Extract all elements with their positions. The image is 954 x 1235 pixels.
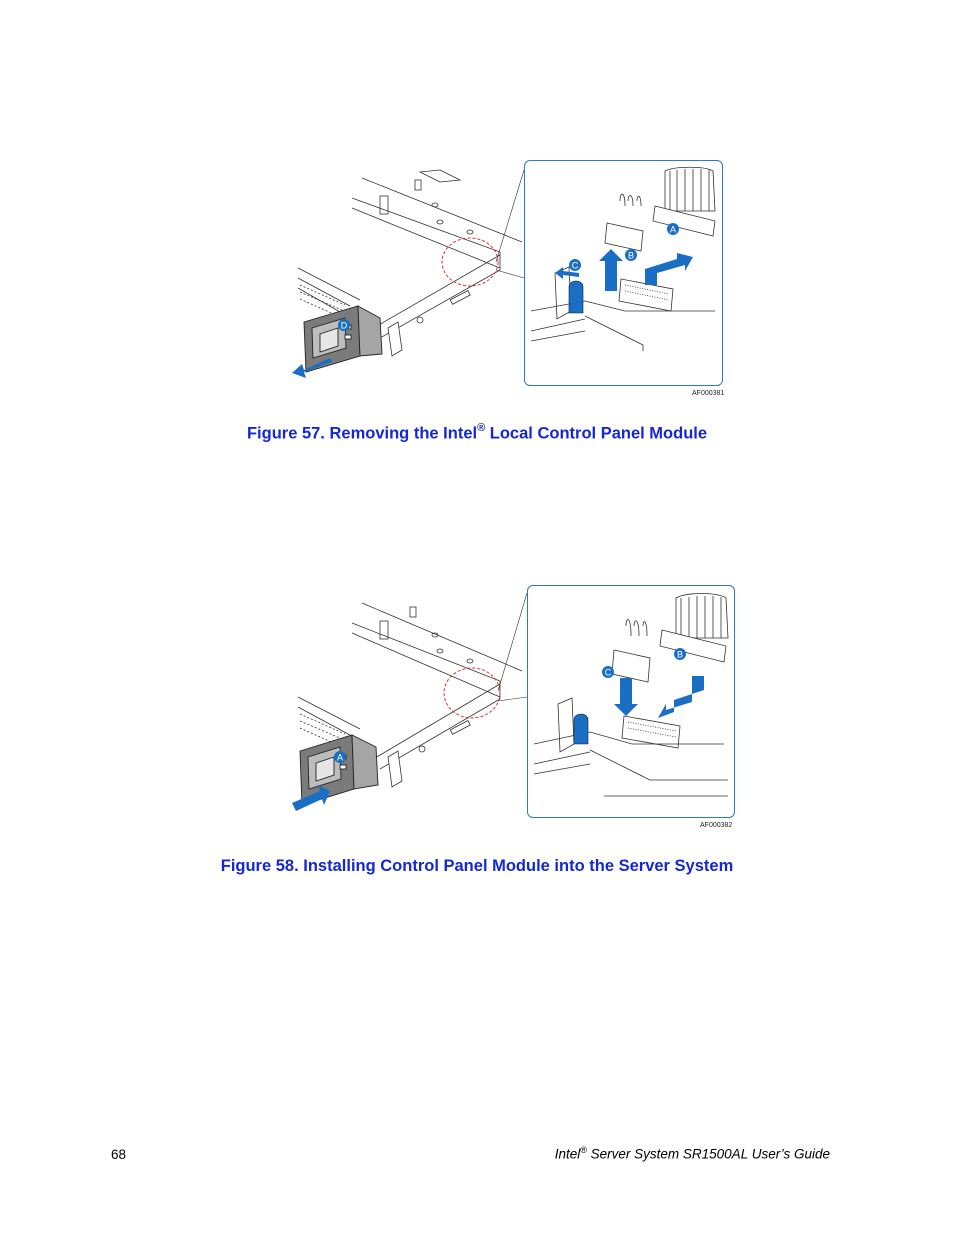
figure-58-illustration [290, 585, 735, 835]
label-a: A [336, 752, 344, 763]
footer-brand: Intel [554, 1146, 581, 1162]
label-b: B [627, 250, 635, 261]
label-a: A [669, 224, 677, 235]
arrow-b [599, 249, 623, 291]
connector-detail [528, 586, 734, 817]
registered-mark: ® [477, 422, 486, 434]
label-b: B [676, 649, 684, 660]
page-number: 68 [111, 1147, 127, 1162]
arrow-c [614, 678, 638, 716]
arrow-a [645, 253, 693, 285]
label-c: C [571, 260, 579, 271]
registered-mark: ® [580, 1145, 587, 1155]
figure-code: AF000382 [700, 822, 733, 829]
label-d: D [340, 320, 348, 331]
caption-text-suffix: Local Control Panel Module [485, 424, 708, 443]
caption-text: Figure 57. Removing the Intel [246, 424, 478, 443]
latch-c [569, 281, 583, 313]
detail-inset [524, 160, 723, 386]
label-c: C [604, 667, 612, 678]
figure-code: AF000381 [692, 390, 725, 397]
detail-inset [527, 585, 735, 818]
arrow-b [658, 676, 704, 718]
figure-57-caption [0, 423, 954, 444]
running-footer [555, 1145, 830, 1162]
latch [574, 714, 588, 744]
highlight-circle [442, 238, 498, 286]
figure-57-illustration [290, 160, 730, 400]
figure-58-caption: Figure 58. Installing Control Panel Module into the Server System [220, 857, 734, 875]
footer-title: Server System SR1500AL User’s Guide [586, 1146, 830, 1162]
connector-detail [525, 161, 722, 385]
